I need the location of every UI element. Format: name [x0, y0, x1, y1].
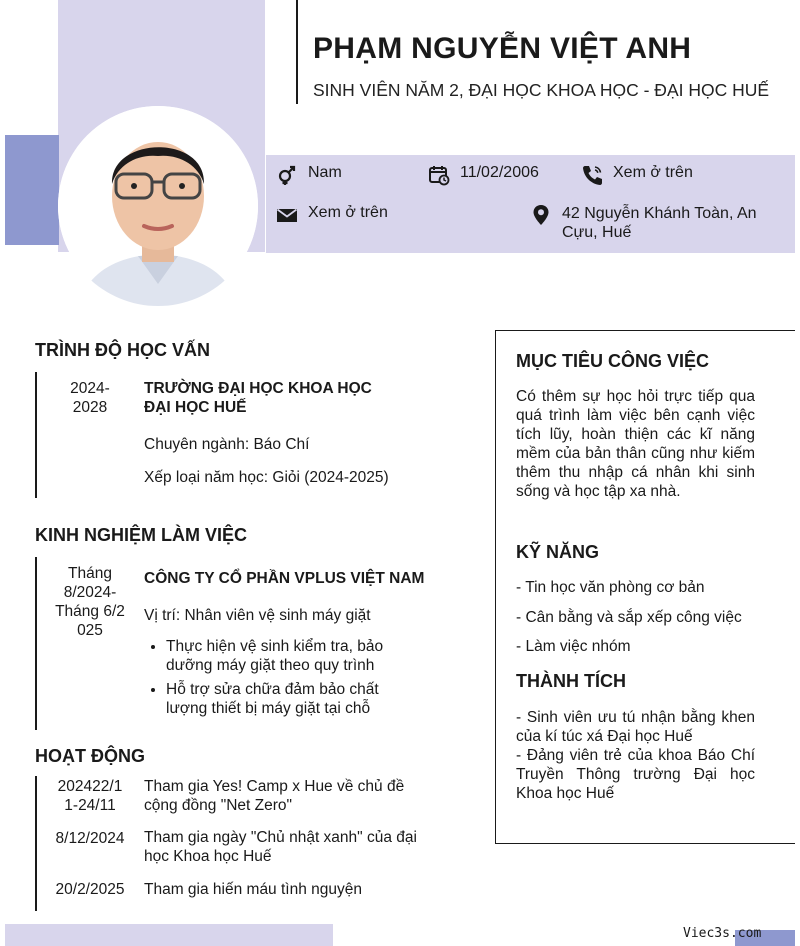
header-divider: [296, 0, 298, 104]
experience-timeline-line: [35, 557, 37, 730]
watermark: Viec3s.com: [683, 926, 762, 941]
activities-timeline-line: [35, 776, 37, 911]
phone-icon: [581, 164, 603, 186]
duty-item: • Hỗ trợ sửa chữa đảm bảo chất lượng thiết bị máy giặt tại chỗ: [166, 680, 409, 718]
info-birthday: [428, 164, 539, 186]
location-pin-icon: [530, 204, 552, 226]
activity-date: 20/2/2025: [55, 881, 125, 898]
calendar-icon: [428, 164, 450, 186]
achievement-item: - Sinh viên ưu tú nhận bằng khen của kí túc xá Đại học Huế: [516, 709, 755, 745]
avatar: [58, 106, 258, 306]
skill-item: - Cân bằng và sắp xếp công việc: [516, 609, 742, 626]
experience-date: Tháng 8/2024- Tháng 6/2 025: [55, 565, 125, 639]
objective-text: Có thêm sự học hỏi trực tiếp qua quá trình làm việc bên cạnh việc tích lũy, hoàn thiện các kĩ năng mềm của bản thân cũng như kiếm thêm thu nhập cá nhân khi sinh sống và học tập xa nhà.: [516, 388, 755, 500]
activity-date: 8/12/2024: [55, 830, 125, 847]
candidate-name: PHẠM NGUYỄN VIỆT ANH: [313, 32, 692, 65]
objective-section-title: MỤC TIÊU CÔNG VIỆC: [516, 351, 710, 371]
activity-text: Tham gia hiến máu tình nguyện: [144, 881, 362, 898]
education-section-title: TRÌNH ĐỘ HỌC VẤN: [35, 340, 210, 360]
education-rank: Xếp loại năm học: Giỏi (2024-2025): [144, 469, 389, 486]
info-address-value: 42 Nguyễn Khánh Toàn, An Cựu, Huế: [562, 205, 757, 241]
info-gender: [276, 164, 342, 186]
mail-icon: [276, 204, 298, 226]
achievements-section-title: THÀNH TÍCH: [516, 671, 626, 691]
experience-duties: [144, 637, 409, 723]
info-email-value: Xem ở trên: [308, 204, 388, 221]
info-address: [530, 204, 770, 242]
experience-position: Vị trí: Nhân viên vệ sinh máy giặt: [144, 607, 371, 624]
info-email: [276, 204, 388, 226]
activity-text: Tham gia Yes! Camp x Hue về chủ đề cộng đồng "Net Zero": [144, 778, 405, 814]
education-date: 2024- 2028: [70, 380, 110, 416]
education-school-line1: TRƯỜNG ĐẠI HỌC KHOA HỌC: [144, 380, 372, 397]
skills-section-title: KỸ NĂNG: [516, 542, 600, 562]
skill-item: - Làm việc nhóm: [516, 638, 631, 655]
education-major: Chuyên ngành: Báo Chí: [144, 436, 310, 453]
activity-date: 202422/1 1-24/11: [57, 778, 123, 814]
candidate-subtitle: SINH VIÊN NĂM 2, ĐẠI HỌC KHOA HỌC - ĐẠI HỌC HUẾ: [313, 80, 770, 100]
info-phone: [581, 164, 693, 186]
skill-item: - Tin học văn phòng cơ bản: [516, 579, 705, 596]
gender-icon: [276, 164, 298, 186]
decor-footer-lavender: [5, 924, 333, 946]
duty-item: • Thực hiện vệ sinh kiểm tra, bảo dưỡng máy giặt theo quy trình: [166, 637, 409, 675]
education-school-line2: ĐẠI HỌC HUẾ: [144, 399, 247, 416]
experience-company: CÔNG TY CỔ PHẦN VPLUS VIỆT NAM: [144, 570, 425, 587]
activities-section-title: HOẠT ĐỘNG: [35, 746, 145, 766]
info-phone-value: Xem ở trên: [613, 164, 693, 181]
decor-block-blue: [5, 135, 59, 245]
education-timeline-line: [35, 372, 37, 498]
info-gender-value: Nam: [308, 164, 342, 181]
info-birthday-value: 11/02/2006: [460, 164, 539, 181]
experience-section-title: KINH NGHIỆM LÀM VIỆC: [35, 525, 248, 545]
activity-text: Tham gia ngày "Chủ nhật xanh" của đại học Khoa học Huế: [144, 829, 417, 865]
achievement-item: - Đảng viên trẻ của khoa Báo Chí Truyền Thông trường Đại học Khoa học Huế: [516, 747, 755, 802]
